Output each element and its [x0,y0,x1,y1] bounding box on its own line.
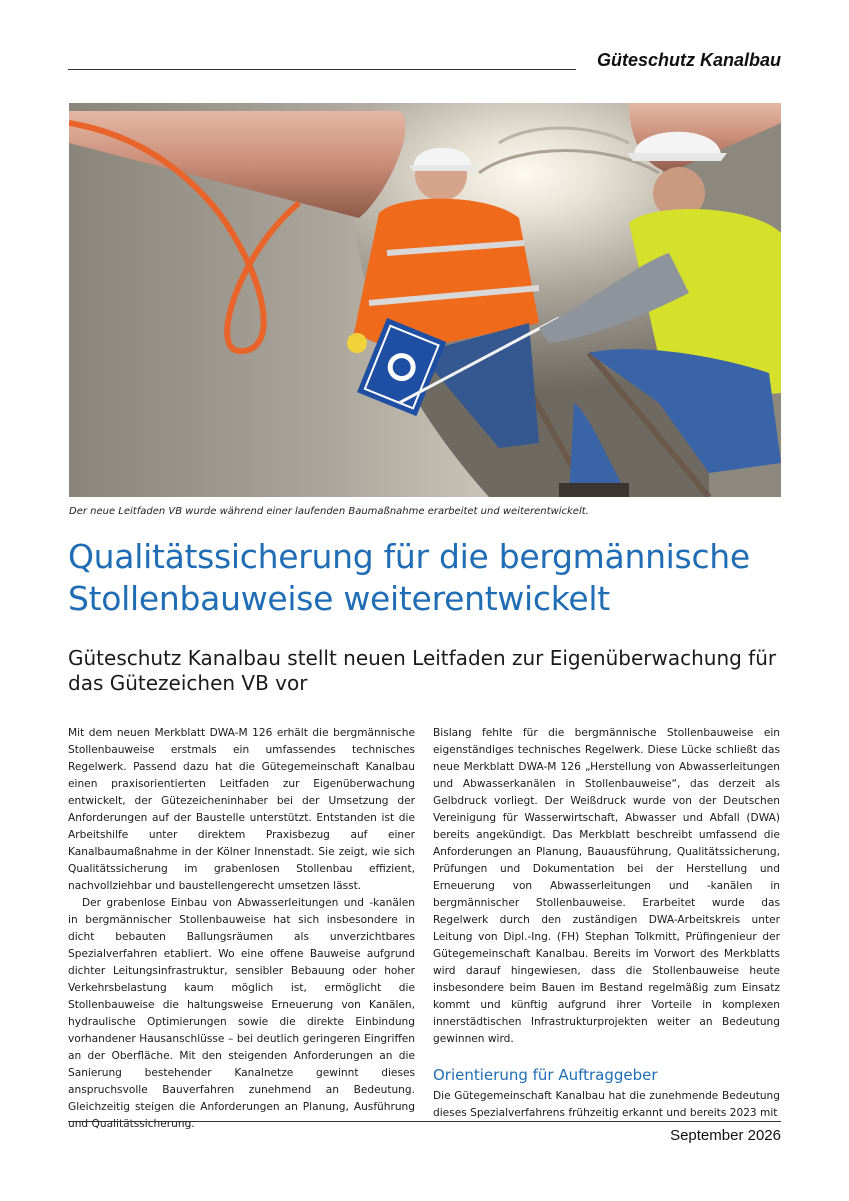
body-paragraph: Bislang fehlte für die bergmännische Stollenbauweise ein eigenständiges technisches Regelwerk. Diese Lücke schließt das neue Merkblatt DWA-M 126 „Herstellung von Abwasserleitungen und Abwasserkanälen in Stollenbauweise“, das derzeit als Gelbdruck vorliegt. Der Weißdruck wurde von der Deutschen Vereinigung für Wasserwirtschaft, Abwasser und Abfall (DWA) bereits angekündigt. Das Merkblatt beschreibt umfassend die Anforderungen an Planung, Bauausführung, Qualitätssicherung, Prüfungen und Dokumentation bei der Herstellung und Erneuerung von Abwasserleitungen und -kanälen in bergmännischer Stollenbauweise. Erarbeitet wurde das Regelwerk durch den zuständigen DWA-Arbeitskreis unter Leitung von Dipl.-Ing. (FH) Stephan Tolkmitt, Prüfingenieur der Gütegemeinschaft Kanalbau. Bereits im Vorwort des Merkblatts wird darauf hingewiesen, dass die Stollenbauweise heute insbesondere beim Bauen im Bestand regelmäßig zum Einsatz kommt und künftig aufgrund ihrer Vorteile in komplexen innerstädtischen Infrastrukturprojekten weiter an Bedeutung gewinnen wird. [433,727,780,1045]
body-paragraph: Mit dem neuen Merkblatt DWA-M 126 erhält die bergmännische Stollenbauweise erstmals ein umfassendes technisches Regelwerk. Passend dazu hat die Gütegemeinschaft Kanalbau einen praxisorientierten Leitfaden zur Eigenüberwachung entwickelt, der Gütezeicheninhaber bei der Umsetzung der Anforderungen auf der Baustelle unterstützt. Entstanden ist die Arbeitshilfe unter direktem Praxisbezug auf einer Kanalbaumaßnahme in der Kölner Innenstadt. Sie zeigt, wie sich Qualitätssicherung im grabenlosen Stollenbau effizient, nachvollziehbar und baustellengerecht umsetzen lässt. [68,727,415,892]
header-title: Güteschutz Kanalbau [596,50,781,70]
article-headline: Qualitätssicherung für die bergmännische Stollenbauweise weiterentwickelt [68,537,750,618]
body-paragraph: Die Gütegemeinschaft Kanalbau hat die zunehmende Bedeutung dieses Spezialverfahrens frühzeitig erkannt und bereits 2023 mit [433,1090,780,1119]
body-paragraph: Der grabenlose Einbau von Abwasserleitungen und -kanälen in bergmännischer Stollenbauweise hat sich insbesondere in dicht bebauten Ballungsräumen als unverzichtbares Spezialverfahren etabliert. Wo eine offene Bauweise aufgrund dichter Leitungsinfrastruktur, sensibler Bebauung oder hoher Verkehrsbelastung kaum möglich ist, ermöglicht die Stollenbauweise die haltungsweise Erneuerung von Kanälen, hydraulische Optimierungen sowie die direkte Einbindung vorhandener Hausanschlüsse – bei deutlich geringeren Eingriffen an der Oberfläche. Mit den steigenden Anforderungen an die Sanierung bestehender Kanalnetze gewinnt dieses anspruchsvolle Bauverfahren zunehmend an Bedeutung. Gleichzeitig steigen die Anforderungen an Planung, Ausführung und Qualitätssicherung. [68,897,415,1130]
footer-rule [68,1121,781,1122]
section-heading: Orientierung für Auftraggeber [433,1066,658,1084]
header-rule [68,69,576,70]
footer-date: September 2026 [670,1127,781,1144]
article-column-left [68,725,415,1133]
photo-caption: Der neue Leitfaden VB wurde während einer laufenden Baumaßnahme erarbeitet und weiterentwickelt. [69,506,589,517]
article-subheadline: Güteschutz Kanalbau stellt neuen Leitfaden zur Eigenüberwachung für das Gütezeichen VB vor [68,646,777,695]
article-column-right [433,725,780,1122]
tunnel-photo [69,103,781,497]
